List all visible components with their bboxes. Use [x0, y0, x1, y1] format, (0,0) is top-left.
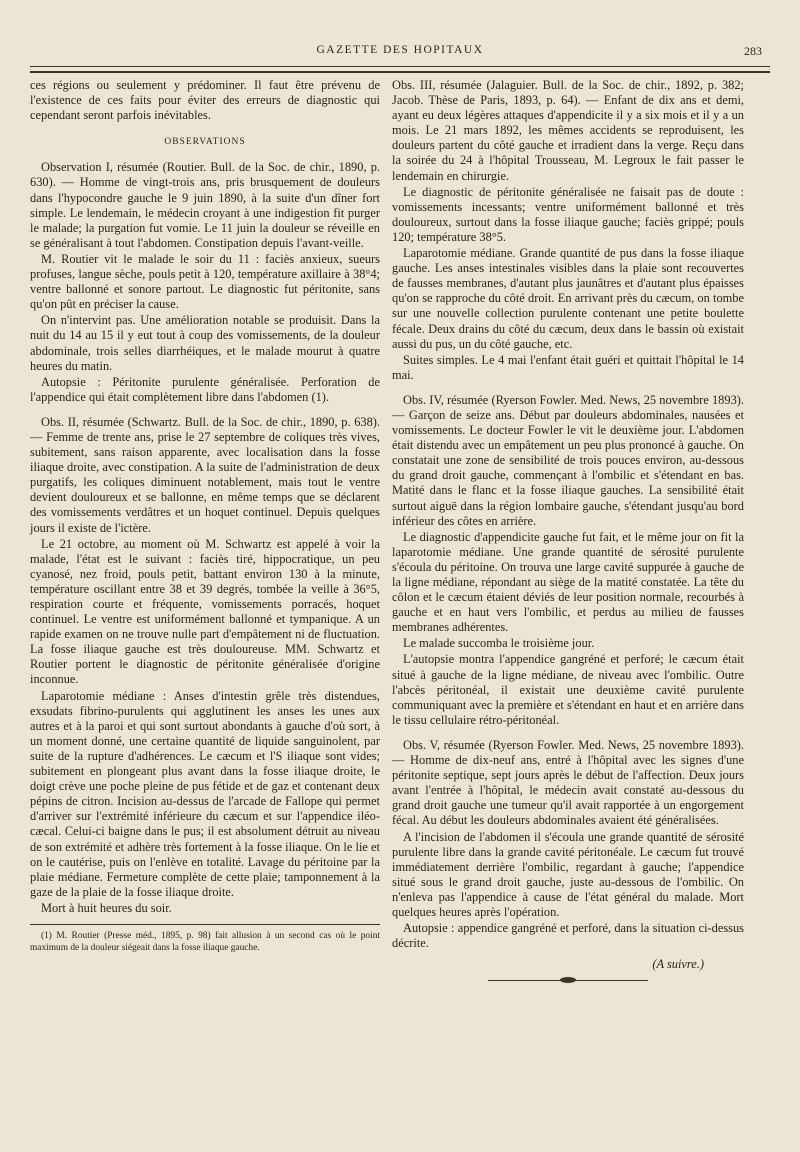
- observation-5-paragraph: A l'incision de l'abdomen il s'écoula une grande quantité de sérosité purulente libre dans la grande cavité péritonéale. Le cæcum fut trouvé immédiatement derrière l'ombilic, regardant à gauche; l'appendice situé sous le grand droit gauche, juste au-dessous de l'ombilic. On n'enleva pas l'appendice à cause de l'état général du malade. Mort quelques heures après l'opération.: [392, 829, 744, 919]
- observation-4-paragraph: L'autopsie montra l'appendice gangréné et perforé; le cæcum était situé à gauche de la ligne médiane, de niveau avec l'ombilic. Outre l'abcès péritonéal, il existait une deuxième cavité purulente communiquant avec la première et s'étendant en haut et en arrière dans le tissu cellulaire rétro-péritonéal.: [392, 652, 744, 727]
- right-column: [392, 78, 744, 985]
- observation-4-paragraph: Le diagnostic d'appendicite gauche fut fait, et le même jour on fit la laparotomie médiane. Une grande quantité de sérosité purulente s'écoula du péritoine. On trouva une large cavité suppurée à gauche de la ligne médiane, répondant au siège de la matité constatée. La tête du côlon et le cæcum étaient déviés de leur position normale, recourbés à gauche et en haut vers l'ombilic, et perdus au milieu de fausses membranes adhérentes.: [392, 529, 744, 635]
- header-rule: [30, 66, 770, 67]
- header-rule-double: [30, 71, 770, 73]
- to-be-continued: (A suivre.): [652, 957, 704, 972]
- observation-4-paragraph: Le malade succomba le troisième jour.: [403, 636, 595, 651]
- end-ornament: [488, 980, 648, 985]
- observation-1-paragraph: M. Routier vit le malade le soir du 11 : faciès anxieux, sueurs profuses, langue sèche, pouls petit à 120, température axillaire à 38°4; ventre ballonné et sonore partout. Le diagnostic fut péritonite, sans qu'on pût en préciser la cause.: [30, 251, 380, 312]
- page-header: [30, 40, 770, 62]
- section-heading: OBSERVATIONS: [164, 137, 246, 148]
- observation-1-paragraph: Autopsie : Péritonite purulente généralisée. Perforation de l'appendice qui était complètement libre dans l'abdomen (1).: [30, 374, 380, 404]
- observation-1-paragraph: Observation I, résumée (Routier. Bull. de la Soc. de chir., 1890, p. 630). — Homme de vingt-trois ans, pris brusquement de douleurs dans l'hypocondre gauche le 9 juin 1890, à la suite d'un dîner fort simple. Le lendemain, le médecin croyant à une indigestion fit purger le malade; la purgation fut vomie. Le 11 juin la douleur se réveille en se généralisant à tout l'abdomen. Constipation depuis l'avant-veille.: [30, 160, 380, 250]
- observation-4-paragraph: Obs. IV, résumée (Ryerson Fowler. Med. News, 25 novembre 1893). — Garçon de seize ans. Début par douleurs abdominales, nausées et vomissements. Le docteur Fowler le vit le deuxième jour. L'abdomen était distendu avec un empâtement un peu plus prononcé à gauche. On constatait une zone de sensibilité de trois pouces environ, au-dessous du grand droit gauche, commençant à l'ombilic et s'étendant en bas. Matité dans le flanc et la fosse iliaque gauches. La sensibilité était surtout aiguë dans la région lombaire gauche, s'étendant jusqu'au bord inférieur des côtes en arrière.: [392, 392, 744, 528]
- observation-5-paragraph: Obs. V, résumée (Ryerson Fowler. Med. News, 25 novembre 1893). — Homme de dix-neuf ans, entré à l'hôpital avec les signes d'une péritonite septique, sept jours après le début de l'affection. Deux jours avant l'entrée à l'hôpital, le médecin avait constaté au-dessous du grand droit gauche une tumeur qu'il avait rapportée à un engorgement fécal. Au début les douleurs abdominales avaient été généralisées.: [392, 737, 744, 828]
- observation-2-paragraph: Obs. II, résumée (Schwartz. Bull. de la Soc. de chir., 1890, p. 638). — Femme de trente ans, prise le 27 septembre de coliques très vives, subitement, sans raison apparente, avec localisation dans la fosse iliaque droite, avec constipation. A la suite de l'administration de deux purgatifs, les coliques diminuent notablement, mais tout le ventre devient douloureux et se ballonne, en même temps que se déclarent des vomissements verdâtres et un hoquet continuel. Depuis quelques jours il existe de l'ictère.: [30, 414, 380, 535]
- observation-3-paragraph: Laparotomie médiane. Grande quantité de pus dans la fosse iliaque gauche. Les anses intestinales visibles dans la plaie sont recouvertes de fausses membranes, d'autant plus jaunâtres et d'autant plus épaisses qu'on se rapproche du côté droit. En arrivant près du cæcum, on tombe sur une nouvelle collection purulente contenant une petite boulette fécale. Deux drains du côté du cæcum, deux dans le bassin où existait aussi du pus, un du côté gauche, etc.: [392, 246, 744, 351]
- observation-2-paragraph: Le 21 octobre, au moment où M. Schwartz est appelé à voir la malade, l'état est le suivant : faciès tiré, hippocratique, un peu cyanosé, nez froid, pouls petit, battant environ 130 à la minute, température oscillant entre 38 et 39 degrés, tombée la veille à 36°5, respiration courte et fréquente, vomissements porracés, hoquet continuel. Le ventre est uniformément ballonné et tympanique. A un rapide examen on ne trouve nulle part d'empâtement ni de fluctuation. La fosse iliaque gauche est très douloureuse. MM. Schwartz et Routier portent le diagnostic de péritonite généralisée d'origine inconnue.: [30, 536, 380, 687]
- observation-3-paragraph: Le diagnostic de péritonite généralisée ne faisait pas de doute : vomissements incessants; ventre uniformément ballonné et très douloureux, surtout dans la fosse iliaque gauche; faciès grippé; pouls 120; température 38°5.: [392, 184, 744, 244]
- observation-3-paragraph: Suites simples. Le 4 mai l'enfant était guéri et quittait l'hôpital le 14 mai.: [392, 352, 744, 382]
- observation-2-paragraph: Mort à huit heures du soir.: [41, 900, 172, 915]
- page-number: 283: [744, 44, 762, 58]
- running-title: GAZETTE DES HOPITAUX: [316, 44, 484, 56]
- observation-5-paragraph: Autopsie : appendice gangréné et perforé, dans la situation ci-dessus décrite.: [392, 921, 744, 951]
- left-column: [30, 78, 380, 955]
- footnote: (1) M. Routier (Presse méd., 1895, p. 98) fait allusion à un second cas où le point maximum de la douleur siégeait dans la fosse iliaque gauche.: [30, 930, 380, 953]
- observation-2-paragraph: Laparotomie médiane : Anses d'intestin grêle très distendues, exsudats fibrino-purulents qui agglutinent les anses les unes aux autres et à la paroi et qui sont surtout abondants à gauche d'où sort, à un moment donné, une certaine quantité de liquide sanguinolent, par suite de la rupture d'adhérences. Le cæcum et l'S iliaque sont vides; subitement en plongeant plus avant dans la fosse iliaque droite, le doigt crève une poche pleine de pus fétide et de gaz et contenant deux pépins de citron. Incision au-dessus de l'arcade de Fallope qui permet d'arriver sur l'extrémité inférieure du cæcum et sur l'appendice iléo-cæcal. Celui-ci baigne dans le pus; il est absolument détruit au niveau de son extrémité et adhère très fortement à la fosse iliaque. On le lie et on le cautérise, puis on l'enlève en totalité. Lavage du péritoine par la plaie médiane. Fermeture complète de cette plaie; tamponnement à la gaze de la plaie de la fosse iliaque droite.: [30, 688, 380, 899]
- paragraph-intro: ces régions ou seulement y prédominer. Il faut être prévenu de l'existence de ces faits pour éviter des erreurs de diagnostic qui cependant seront parfois inévitables.: [30, 78, 380, 123]
- footnote-rule: [30, 924, 380, 925]
- observation-1-paragraph: On n'intervint pas. Une amélioration notable se produisit. Dans la nuit du 14 au 15 il y eut tout à coup des vomissements, de la douleur abdominale, trois selles diarrhéiques, et le malade mourut à quatre heures du matin.: [30, 313, 380, 373]
- observation-3-paragraph: Obs. III, résumée (Jalaguier. Bull. de la Soc. de chir., 1892, p. 382; Jacob. Thèse de Paris, 1893, p. 64). — Enfant de dix ans et demi, ayant eu deux légères attaques d'appendicite il y a six mois et il y a un mois. Le 21 mars 1892, les mêmes accidents se reproduisent, les douleurs partent du côté gauche et irradient dans la verge. Reçu dans la soirée du 24 à l'hôpital Trousseau, M. Legroux le fait passer le lendemain en chirurgie.: [392, 78, 744, 183]
